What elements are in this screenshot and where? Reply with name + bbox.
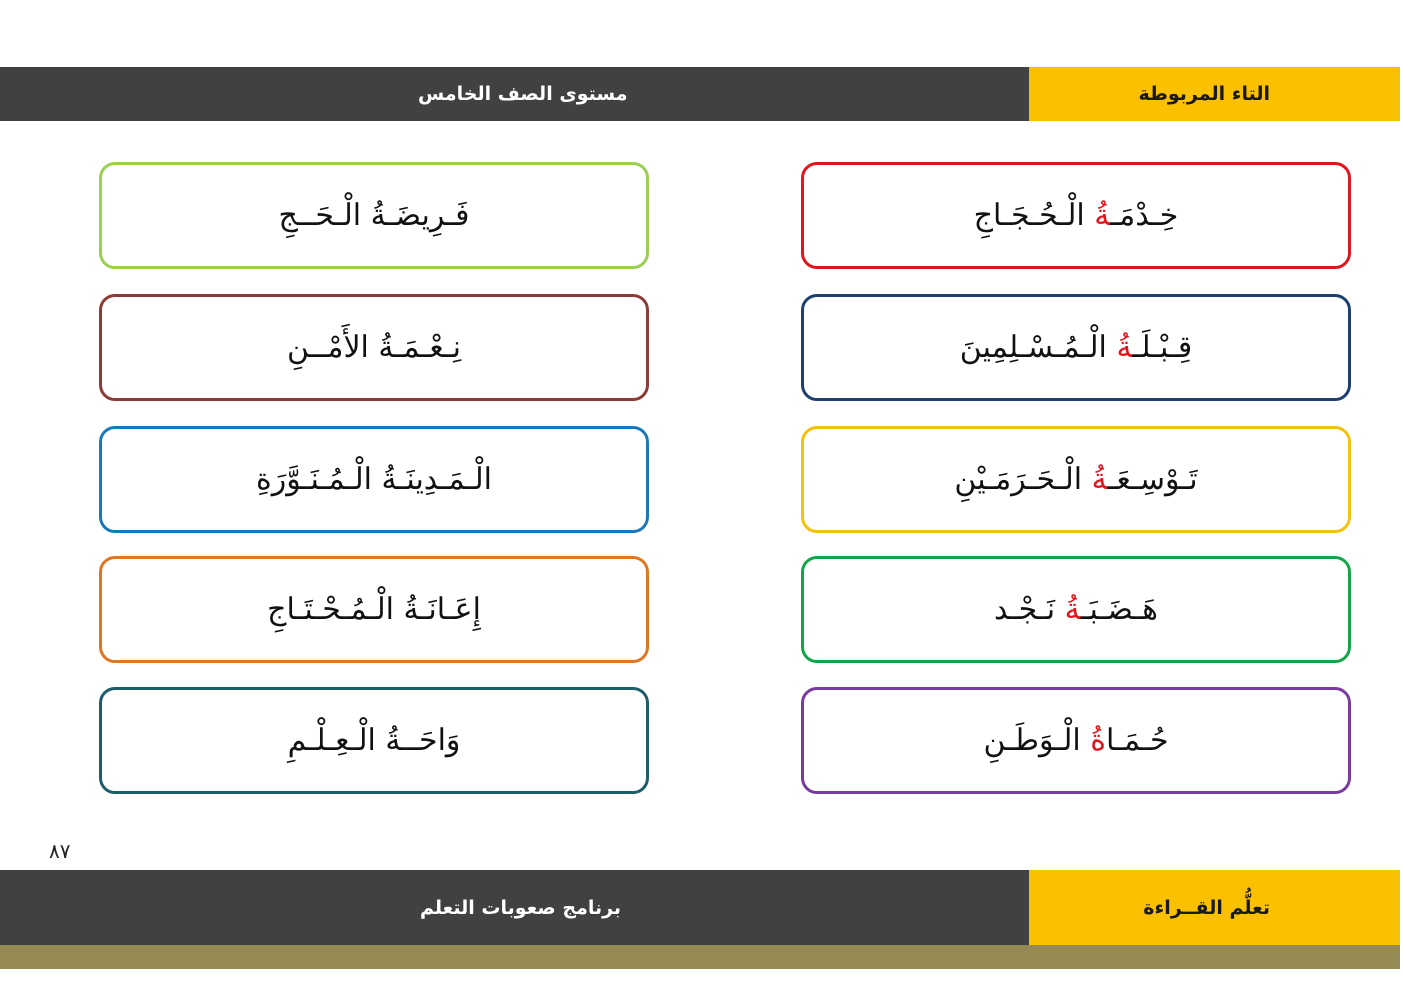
phrase-text: الْـمَـدِينَـةُ الْـمُـنَـوَّرَةِ <box>256 461 492 497</box>
phrase-card-right-3 <box>801 426 1351 533</box>
grade-level-title: مستوى الصف الخامس <box>418 83 628 105</box>
taa-marbuta-highlight: ةُ <box>1064 591 1081 627</box>
footer-dark-section <box>0 870 1029 945</box>
taa-marbuta-highlight: ةُ <box>1094 197 1111 233</box>
taa-marbuta-highlight: ةُ <box>1091 461 1108 497</box>
phrase-card-left-2 <box>99 294 649 401</box>
program-name: برنامج صعوبات التعلم <box>420 896 622 919</box>
footer-olive-strip <box>0 945 1400 969</box>
taa-marbuta-highlight: ةُ <box>1090 722 1106 758</box>
phrase-card-left-5 <box>99 687 649 794</box>
phrase-text: فَـرِيضَـةُ الْـحَــجِ <box>278 197 470 233</box>
phrase-card-right-2 <box>801 294 1351 401</box>
phrase-text: قِـبْـلَـةُ الْـمُـسْـلِمِينَ <box>959 329 1193 365</box>
header-dark-section <box>0 67 1029 121</box>
phrase-card-right-5 <box>801 687 1351 794</box>
phrase-card-right-1 <box>801 162 1351 269</box>
lesson-title: التاء المربوطة <box>1138 83 1270 105</box>
phrase-card-left-4 <box>99 556 649 663</box>
phrase-text: هَـضَـبَـةُ نَـجْـد <box>994 591 1158 627</box>
phrase-card-left-3 <box>99 426 649 533</box>
page-number: ٨٧ <box>49 839 71 863</box>
bottom-footer-bar <box>0 870 1400 945</box>
header-gold-section <box>1029 67 1400 121</box>
book-title: تعلُّم القــراءة <box>1143 896 1270 919</box>
phrase-text: تَـوْسِـعَـةُ الْـحَـرَمَـيْنِ <box>954 461 1198 497</box>
phrase-text: إِعَـانَـةُ الْـمُـحْـتَـاجِ <box>267 591 481 627</box>
footer-gold-section <box>1029 870 1400 945</box>
taa-marbuta-highlight: ةُ <box>1116 329 1133 365</box>
phrase-card-left-1 <box>99 162 649 269</box>
phrase-text: حُـمَـاةُ الْـوَطَـنِ <box>983 722 1169 758</box>
phrase-text: نِـعْـمَـةُ الأَمْــنِ <box>286 329 462 365</box>
phrase-card-right-4 <box>801 556 1351 663</box>
top-header-bar <box>0 67 1400 121</box>
phrase-text: وَاحَــةُ الْـعِـلْـمِ <box>287 722 461 758</box>
phrase-text: خِـدْمَـةُ الْـحُـجَـاجِ <box>973 197 1179 233</box>
